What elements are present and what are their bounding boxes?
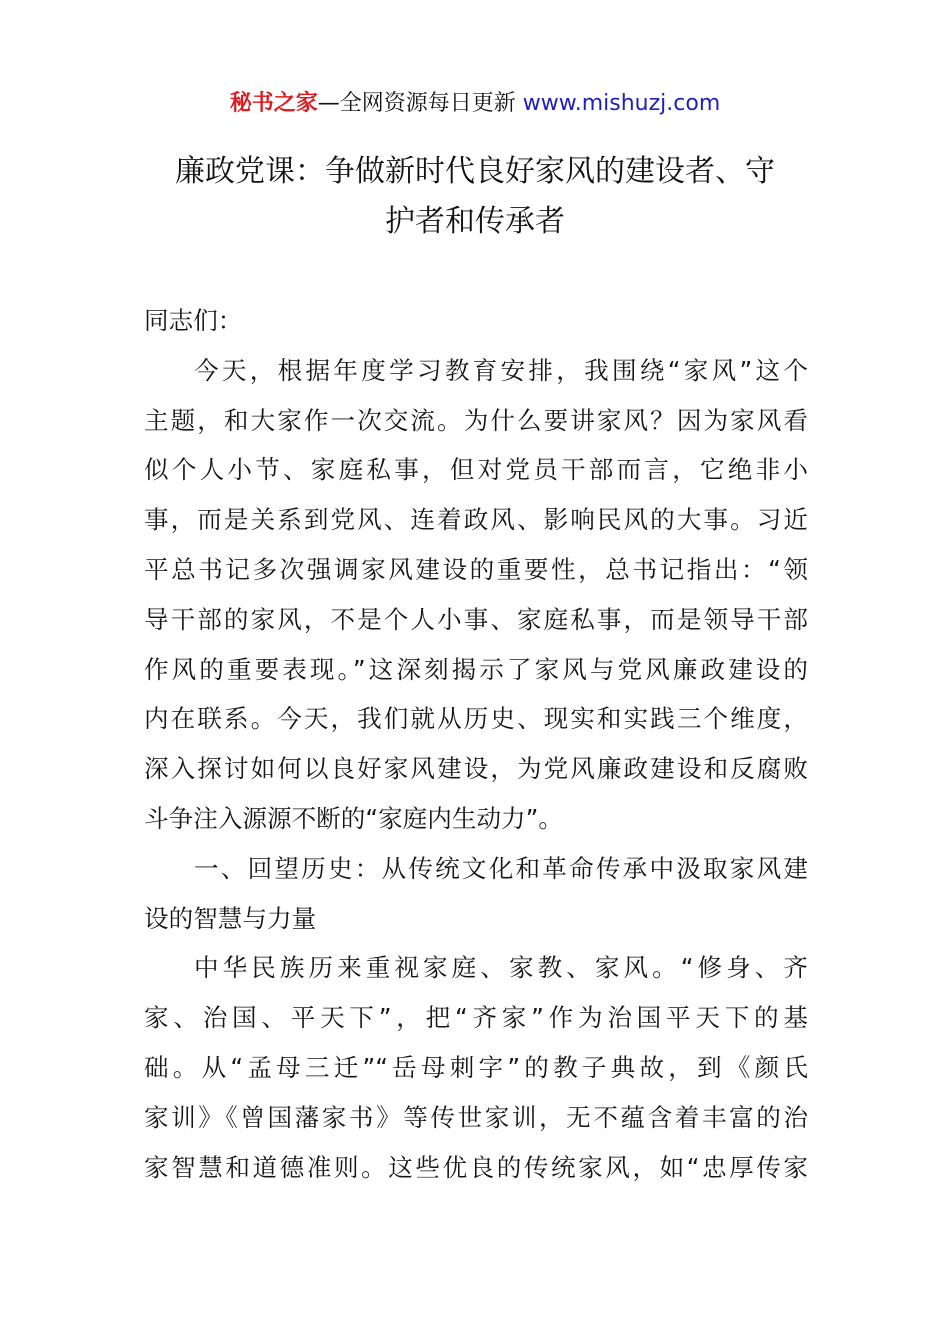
paragraph-line: 似个人小节、家庭私事，但对党员干部而言，它绝非小 xyxy=(144,455,808,485)
site-url-link[interactable]: www.mishuzj.com xyxy=(522,91,721,116)
paragraph-line: 家、治国、平天下”，把“齐家”作为治国平天下的基 xyxy=(144,1003,808,1033)
site-header xyxy=(0,88,950,120)
document-body xyxy=(144,296,808,1192)
paragraph-line: 平总书记多次强调家风建设的重要性，总书记指出：“领 xyxy=(144,554,808,584)
header-tagline: —全网资源每日更新 xyxy=(317,91,516,116)
paragraph-line: 中华民族历来重视家庭、家教、家风。“修身、齐 xyxy=(194,953,808,983)
paragraph-line: 导干部的家风，不是个人小事、家庭私事，而是领导干部 xyxy=(144,604,808,634)
brand-name: 秘书之家 xyxy=(229,91,318,116)
paragraph-line: 事，而是关系到党风、连着政风、影响民风的大事。习近 xyxy=(144,505,808,535)
section-heading-line: 设的智慧与力量 xyxy=(144,903,317,933)
paragraph-line: 内在联系。今天，我们就从历史、现实和实践三个维度， xyxy=(144,704,808,734)
paragraph-line: 础。从“孟母三迁”“岳母刺字”的教子典故，到《颜氏 xyxy=(144,1052,808,1082)
paragraph-line: 深入探讨如何以良好家风建设，为党风廉政建设和反腐败 xyxy=(144,754,808,784)
paragraph-line: 家训》《曾国藩家书》等传世家训，无不蕴含着丰富的治 xyxy=(144,1102,808,1132)
paragraph-line: 斗争注入源源不断的“家庭内生动力”。 xyxy=(144,803,563,833)
paragraph-line: 主题，和大家作一次交流。为什么要讲家风？因为家风看 xyxy=(144,405,808,435)
section-heading-line: 一、回望历史：从传统文化和革命传承中汲取家风建 xyxy=(194,853,808,883)
paragraph-line: 今天，根据年度学习教育安排，我围绕“家风”这个 xyxy=(194,355,808,385)
paragraph-line: 作风的重要表现。”这深刻揭示了家风与党风廉政建设的 xyxy=(144,654,808,684)
document-title xyxy=(140,147,810,247)
title-line: 护者和传承者 xyxy=(385,204,565,239)
paragraph-line: 家智慧和道德准则。这些优良的传统家风，如“忠厚传家 xyxy=(144,1152,808,1182)
salutation: 同志们： xyxy=(144,306,243,335)
title-line: 廉政党课：争做新时代良好家风的建设者、守 xyxy=(175,154,775,189)
